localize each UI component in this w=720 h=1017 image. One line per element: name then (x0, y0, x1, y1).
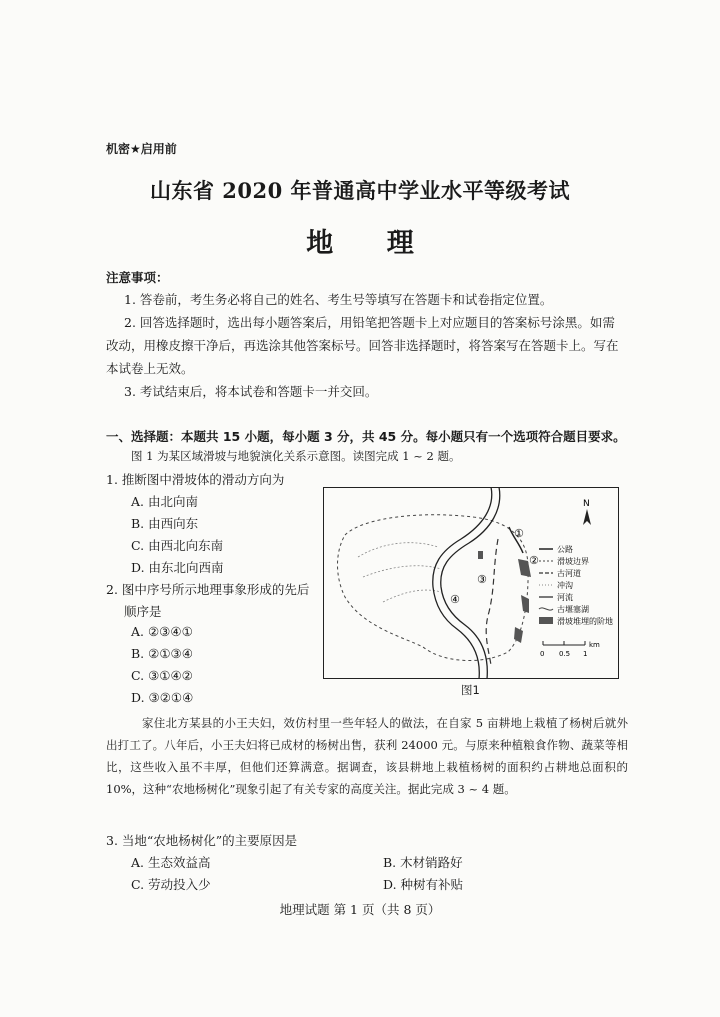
legend-swatch-lake (539, 608, 553, 610)
river (441, 487, 500, 679)
gully-line (383, 590, 441, 602)
gully-line (363, 566, 441, 577)
figure-intro: 图 1 为某区域滑坡与地貌演化关系示意图。读图完成 1 ~ 2 题。 (131, 449, 461, 463)
question-3-option: A. 生态效益高 (131, 855, 211, 870)
section-heading: 一、选择题：本题共 15 小题，每小题 3 分，共 45 分。每小题只有一个选项符合题目要求。 (106, 429, 626, 444)
figure-1-map (323, 487, 619, 679)
question-2-option: B. ②①③④ (131, 646, 193, 661)
ancient-river-channel (486, 539, 498, 665)
marker-3: ③ (477, 573, 487, 586)
legend-swatch-terrace (539, 617, 553, 624)
question-3-stem: 3. 当地“农地杨树化”的主要原因是 (106, 833, 298, 848)
notice-item-1: 1. 答卷前，考生务必将自己的姓名、考生号等填写在答题卡和试卷指定位置。 (124, 292, 553, 307)
question-1-option: C. 由西北向东南 (131, 538, 224, 553)
subject-title: 地 理 (306, 228, 436, 259)
legend-label: 河流 (557, 593, 573, 602)
marker-4: ④ (450, 593, 460, 606)
notice-item-2-line3: 本试卷上无效。 (106, 361, 194, 376)
notice-item-2-line2: 改动，用橡皮擦干净后，再选涂其他答案标号。回答非选择题时，将答案写在答题卡上。写在 (106, 338, 619, 353)
legend-label: 冲沟 (557, 581, 573, 590)
notice-item-3: 3. 考试结束后，将本试卷和答题卡一并交回。 (124, 384, 378, 399)
question-2-option: A. ②③④① (131, 624, 193, 639)
page-footer: 地理试题 第 1 页（共 8 页） (279, 902, 441, 917)
scale-tick: 0 (540, 650, 545, 658)
buried-terrace (521, 595, 529, 613)
notice-heading: 注意事项： (106, 270, 169, 285)
question-1-stem: 1. 推断图中滑坡体的滑动方向为 (106, 472, 285, 487)
question-1-option: A. 由北向南 (131, 494, 198, 509)
question-3-option: C. 劳动投入少 (131, 877, 211, 892)
legend-label: 公路 (557, 545, 573, 554)
legend-label: 滑坡边界 (557, 557, 589, 566)
question-2-stem: 2. 图中序号所示地理事象形成的先后 (106, 582, 310, 597)
legend-label: 古河道 (557, 569, 581, 578)
legend-label: 滑坡堆埋的阶地 (557, 617, 613, 626)
north-arrow-icon (583, 509, 591, 525)
question-3-option: D. 种树有补贴 (383, 877, 464, 892)
question-2-option: C. ③①④② (131, 668, 193, 683)
figure-caption: 图1 (461, 683, 480, 697)
buried-terrace (478, 551, 483, 559)
scale-tick: 0.5 (559, 650, 571, 658)
question-3-option: B. 木材销路好 (383, 855, 463, 870)
figure-border (324, 488, 619, 679)
secret-label: 机密★启用前 (106, 142, 177, 156)
marker-1: ① (514, 527, 524, 540)
question-2-option: D. ③②①④ (131, 690, 194, 705)
question-2-stem-cont: 顺序是 (124, 604, 162, 619)
scale-tick: 1 (583, 650, 588, 658)
legend-label: 古堰塞湖 (557, 605, 589, 614)
buried-terrace (514, 627, 523, 643)
scale-bar (540, 641, 600, 658)
gully-line (358, 543, 438, 557)
notice-item-2-line1: 2. 回答选择题时，选出每小题答案后，用铅笔把答题卡上对应题目的答案标号涂黑。如需 (124, 315, 615, 330)
north-label: N (583, 499, 590, 509)
legend (539, 544, 613, 626)
marker-2: ② (529, 554, 539, 567)
question-1-option: B. 由西向东 (131, 516, 199, 531)
passage: 家住北方某县的小王夫妇，效仿村里一些年轻人的做法，在自家 5 亩耕地上栽植了杨树后就外出打工了。八年后，小王夫妇将已成材的杨树出售，获利 24000 元。与原来种植粮食作物、蔬菜等相比，这些收入虽不丰厚，但他们还算满意。据调查，该县耕地上栽植杨树的面积约占耕地总面积的 10%，这种“农地杨树化”现象引起了有关专家的高度关注。据此完成 3 ~ 4 题。 (106, 716, 628, 796)
exam-title: 山东省 2020 年普通高中学业水平等级考试 (149, 178, 571, 203)
scale-unit: km (589, 641, 600, 649)
question-1-option: D. 由东北向西南 (131, 560, 224, 575)
